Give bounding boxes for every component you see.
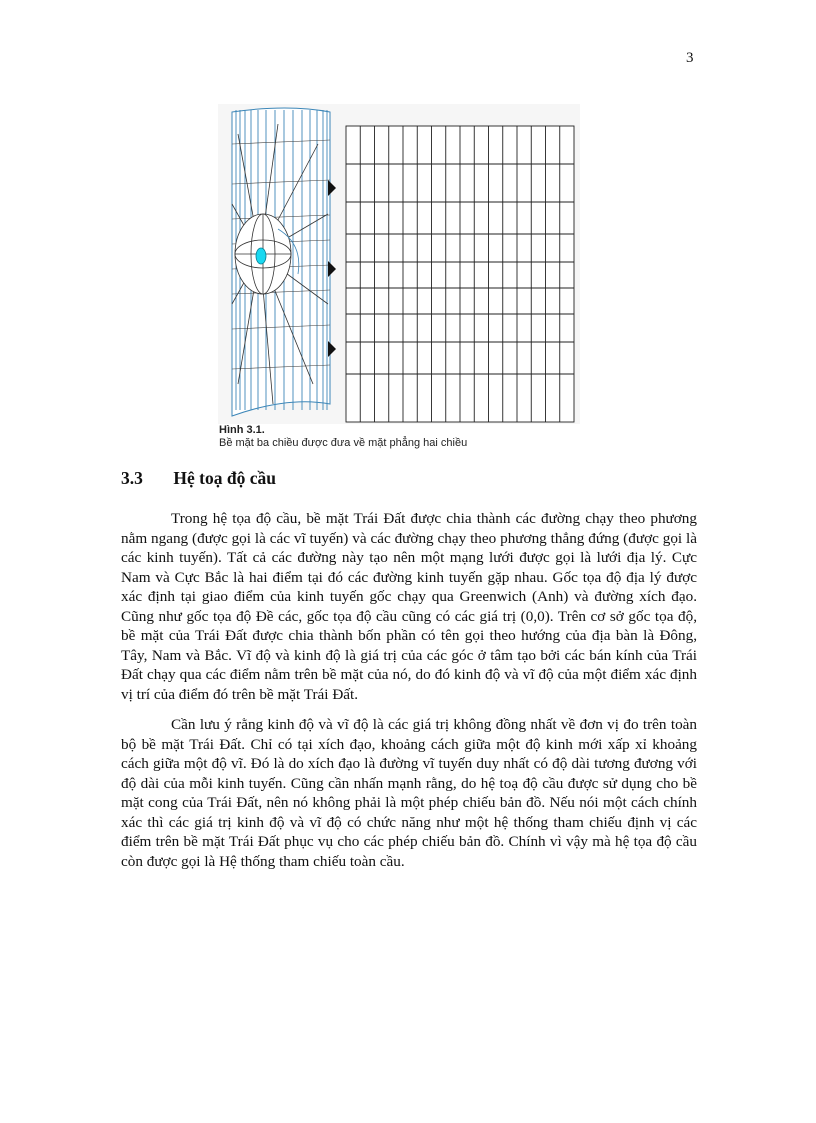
figure-caption-text: Bề mặt ba chiều được đưa về mặt phẳng hai chiều: [219, 437, 468, 449]
paragraph: Cần lưu ý rằng kinh độ và vĩ độ là các giá trị không đồng nhất về đơn vị đo trên toàn bộ bề mặt Trái Đất. Chỉ có tại xích đạo, khoảng cách giữa một độ kinh mới xấp xỉ khoảng cách giữa một độ vĩ. Đó là do xích đạo là đường vĩ tuyến duy nhất có độ dài tương đương với độ dài của mỗi kinh tuyến. Cũng cần nhấn mạnh rằng, do hệ toạ độ cầu được sử dụng cho bề mặt cong của Trái Đất, nên nó không phải là một phép chiếu bản đồ. Nếu nói một cách chính xác thì các giá trị kinh độ và vĩ độ có chức năng như một hệ thống tham chiếu định vị các điểm trên bề mặt Trái Đất phục vụ cho các phép chiếu bản đồ. Chính vì vậy mà hệ tọa độ cầu còn được gọi là Hệ thống tham chiếu toàn cầu.: [121, 716, 697, 870]
figure-3-1: [218, 104, 580, 424]
globe-highlight: [256, 248, 266, 264]
section-heading: [121, 468, 276, 489]
flat-grid: [346, 126, 574, 422]
figure-caption-title: Hình 3.1.: [219, 424, 265, 436]
section-number: 3.3: [121, 468, 143, 488]
page-number: 3: [686, 50, 694, 66]
cylinder-surface: [232, 108, 330, 416]
projection-illustration: [218, 104, 580, 424]
paragraph: Trong hệ tọa độ cầu, bề mặt Trái Đất được chia thành các đường chạy theo phương nằm ngang (được gọi là các vĩ tuyến) và các đường chạy theo phương thẳng đứng (được gọi là các kinh tuyến). Tất cả các đường này tạo nên một mạng lưới được gọi là lưới địa lý. Cực Nam và Cực Bắc là hai điểm tại đó các đường kinh tuyến gặp nhau. Gốc tọa độ địa lý được xác định tại giao điểm của kinh tuyến gốc chạy qua Greenwich (Anh) và đường xích đạo. Cũng như gốc tọa độ Đề các, gốc tọa độ cầu cũng có các giá trị (0,0). Trên cơ sở gốc tọa độ, bề mặt của Trái Đất được chia thành bốn phần có tên gọi theo hướng của địa bàn là Đông, Tây, Nam và Bắc. Vĩ độ và kinh độ là giá trị của các góc ở tâm tạo bởi các bán kính của Trái Đất chạy qua các điểm nằm trên bề mặt của nó, do đó kinh độ và vĩ độ của một điểm xác định vị trí của điểm đó trên bề mặt Trái Đất.: [121, 510, 697, 703]
section-title: Hệ toạ độ cầu: [173, 468, 276, 488]
